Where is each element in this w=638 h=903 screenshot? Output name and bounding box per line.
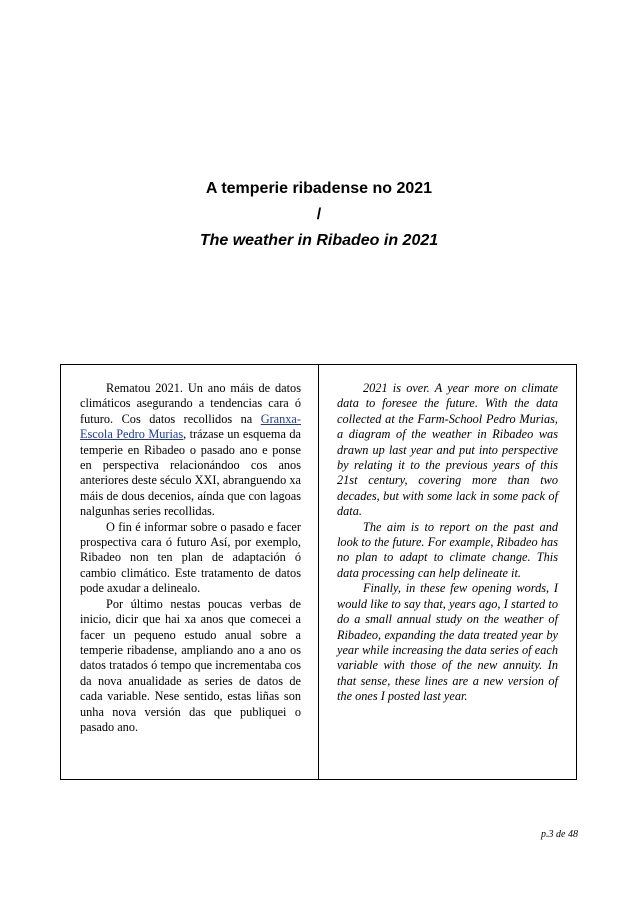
english-paragraph-2: The aim is to report on the past and look to the future. For example, Ribadeo has no plan to adapt to climate change. This data processing can help delineate it. [337,519,558,580]
english-paragraph-3: Finally, in these few opening words, I would like to say that, years ago, I started to do a small annual study on the weather of Ribadeo, expanding the data treated year by year while increasing the data series of each variable with those of the new annuity. In that sense, these lines are a new version of the ones I posted last year. [337,581,558,704]
page-number: p.3 de 48 [541,829,578,840]
galician-paragraph-3: Por último nestas poucas verbas de inicio, dicir que hai xa anos que comecei a facer un pequeno estudo anual sobre a temperie ribadense, ampliando ano a ano os datos tratados ó tempo que incrementaba cos da nova anualidade as series de datos de cada variable. Nese sentido, estas liñas son unha nova versión das que publiquei o pasado ano. [80,596,301,734]
galician-paragraph-1-text-start: Rematou 2021. Un ano máis de datos climáticos asegurando a tendencias cara ó futuro. Cos datos recollidos na [80,381,301,426]
bilingual-intro-table [60,364,577,780]
title-galician: A temperie ribadense no 2021 [205,180,433,197]
galician-column [61,365,319,779]
english-paragraph-1: 2021 is over. A year more on climate data to foresee the future. With the data collected at the Farm-School Pedro Murias, a diagram of the weather in Ribadeo was drawn up last year and put into perspective by relating it to the previous years of this 21st century, covering more than two decades, but with some lack in some pack of data. [337,381,558,519]
galician-paragraph-1-text-end: , trázase un esquema da temperie en Ribadeo o pasado ano e ponse en perspectiva relacionándoo cos anos anteriores deste século XXI, abranguendo xa máis de dous decenios, aínda que con lagoas nalgunhas series recollidas. [80,427,301,519]
galician-paragraph-1 [80,381,301,520]
granxa-escola-link[interactable]: Granxa-Escola Pedro Murias [80,411,301,442]
english-column [319,365,576,779]
galician-paragraph-2: O fin é informar sobre o pasado e facer prospectiva cara ó futuro Así, por exemplo, Ribadeo non ten plan de adaptación ó cambio climático. Este tratamento de datos pode axudar a delinealo. [80,519,301,596]
document-title [0,176,638,254]
title-english: The weather in Ribadeo in 2021 [199,232,439,249]
title-separator: / [316,206,322,223]
